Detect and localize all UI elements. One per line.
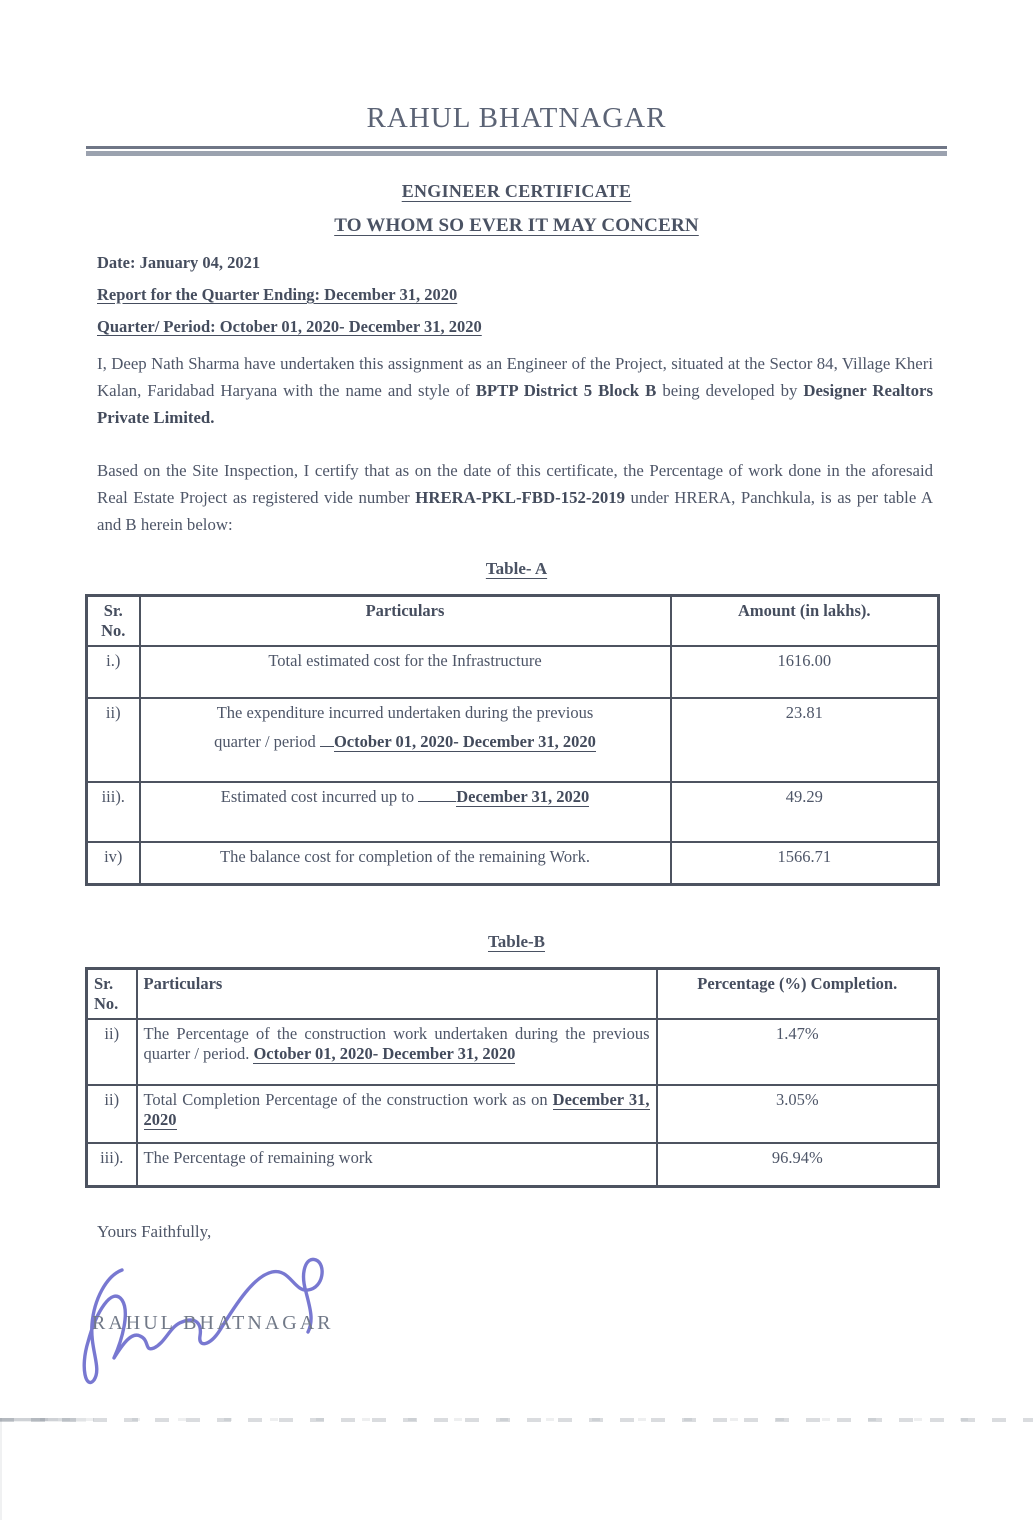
underline-lead: [320, 732, 334, 747]
sr-cell: iii).: [87, 1143, 137, 1187]
particulars-cell: [140, 698, 671, 782]
sr-cell: ii): [87, 698, 140, 782]
percentage-cell: 1.47%: [657, 1019, 939, 1085]
scan-artifact: [0, 1418, 2, 1520]
particulars-line2: quarter / period October 01, 2020- December 31, 2020: [214, 732, 596, 751]
table-b-header-sr: Sr. No.: [87, 968, 137, 1019]
amount-cell: 49.29: [671, 782, 939, 842]
report-quarter-line: Report for the Quarter Ending: December 31, 2020: [97, 285, 458, 304]
percentage-cell: 3.05%: [657, 1085, 939, 1143]
signature-block: [78, 1248, 478, 1418]
quarter-period-line: Quarter/ Period: October 01, 2020- December 31, 2020: [97, 317, 482, 336]
intro-text: I, Deep Nath Sharma have undertaken this assignment as an Engineer of the Project, situated at the Sector 84, Village Kheri Kalan, Faridabad Haryana with the name and style of: [97, 354, 933, 400]
particulars-cell: Total Completion Percentage of the construction work as on December 31, 2020: [137, 1085, 657, 1143]
table-row: [87, 842, 939, 884]
percentage-cell: 96.94%: [657, 1143, 939, 1187]
amount-cell: 23.81: [671, 698, 939, 782]
rule-bottom-line: [86, 151, 947, 156]
project-name: BPTP District 5 Block B: [475, 381, 657, 400]
developer-name: Designer Realtors Private Limited.: [97, 381, 933, 427]
period-dates: October 01, 2020- December 31, 2020: [333, 732, 596, 751]
scan-noise-band: [40, 1418, 1000, 1421]
table-a: [85, 594, 940, 886]
sr-cell: iv): [87, 842, 140, 884]
period-dates: October 01, 2020- December 31, 2020: [253, 1043, 516, 1063]
particulars-line1: The expenditure incurred undertaken during the previous: [216, 703, 594, 722]
letterhead-rule: [86, 146, 947, 156]
certification-paragraph: [97, 457, 933, 538]
table-b-header-particulars: Particulars: [137, 968, 657, 1019]
table-b: [85, 967, 940, 1189]
date-line: Date: January 04, 2021: [97, 253, 261, 272]
certification-text-post: under HRERA, Panchkula, is as per table A and B herein below:: [97, 488, 933, 534]
table-a-caption: Table- A: [485, 559, 548, 578]
intro-text-mid: being developed by: [656, 381, 804, 400]
as-on-date: December 31, 2020: [143, 1089, 650, 1129]
signatory-name: RAHUL BHATNAGAR: [92, 1312, 334, 1334]
certification-text: Based on the Site Inspection, I certify that as on the date of this certificate, the Percentage of work done in the aforesaid Real Estate Project as registered vide number: [97, 461, 933, 507]
rera-number: HRERA-PKL-FBD-152-2019: [415, 488, 626, 507]
underline-lead: [418, 787, 456, 802]
table-row: [87, 1143, 939, 1187]
amount-cell: 1616.00: [671, 646, 939, 698]
sr-cell: iii).: [87, 782, 140, 842]
particulars-cell: The Percentage of remaining work: [137, 1143, 657, 1187]
table-b-header-percentage: Percentage (%) Completion.: [657, 968, 939, 1019]
particulars-cell: The Percentage of the construction work undertaken during the previous quarter / period. October 01, 2020- December 31, 2020: [137, 1019, 657, 1085]
particulars-cell: Estimated cost incurred up to December 31, 2020: [140, 782, 671, 842]
table-a-header-particulars: Particulars: [140, 596, 671, 647]
table-a-header-row: [87, 596, 939, 647]
particulars-cell: The balance cost for completion of the remaining Work.: [140, 842, 671, 884]
table-b-header-row: [87, 968, 939, 1019]
intro-paragraph: [97, 350, 933, 431]
letterhead-name: RAHUL BHATNAGAR: [366, 102, 667, 134]
amount-cell: 1566.71: [671, 842, 939, 884]
table-row: [87, 782, 939, 842]
as-on-date: December 31, 2020: [456, 787, 590, 806]
table-row: [87, 698, 939, 782]
table-row: [87, 1019, 939, 1085]
table-b-caption: Table-B: [487, 931, 545, 951]
particulars-cell: Total estimated cost for the Infrastructure: [140, 646, 671, 698]
table-a-header-amount: Amount (in lakhs).: [671, 596, 939, 647]
sr-cell: ii): [87, 1085, 137, 1143]
certificate-subtitle: TO WHOM SO EVER IT MAY CONCERN: [334, 215, 699, 236]
sr-cell: ii): [87, 1019, 137, 1085]
table-row: [87, 646, 939, 698]
closing-salutation: Yours Faithfully,: [97, 1222, 212, 1241]
table-a-header-sr: Sr. No.: [87, 596, 140, 647]
table-row: [87, 1085, 939, 1143]
certificate-title: ENGINEER CERTIFICATE: [401, 181, 632, 201]
sr-cell: i.): [87, 646, 140, 698]
